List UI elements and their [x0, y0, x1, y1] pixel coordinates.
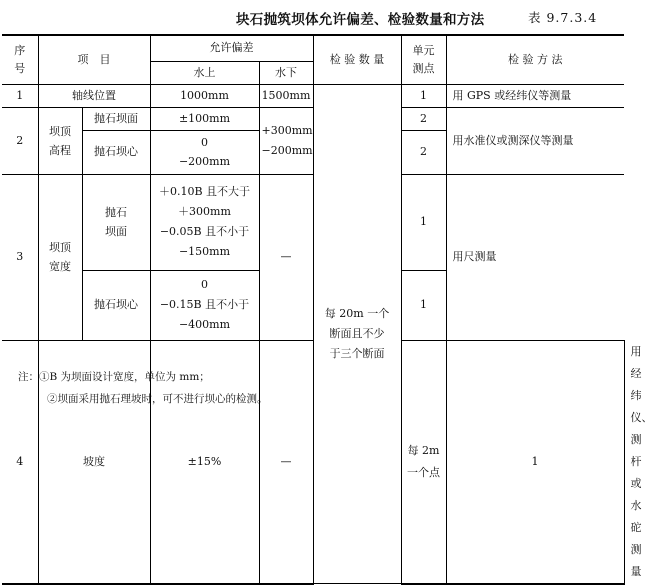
row2-group: 坝顶 高程 [38, 107, 82, 174]
row1-points: 1 [401, 84, 446, 107]
row4-seq: 4 [2, 340, 38, 584]
row3a-above: ＋0.10B 且不大于 ＋300mm −0.05B 且不小于 −150mm [150, 174, 259, 270]
table-number: 表 9.7.3.4 [528, 10, 598, 25]
check-count-merged: 每 20m 一个 断面且不少 于三个断面 [313, 84, 401, 584]
row4-item: 坡度 [38, 340, 150, 584]
note-1: 注：①B 为坝面设计宽度，单位为 mm； [18, 371, 210, 383]
row2a-item: 抛石坝面 [82, 107, 150, 130]
row1-under: 1500mm [259, 84, 313, 107]
header-above-water: 水上 [150, 61, 259, 84]
table-title: 块石抛筑坝体允许偏差、检验数量和方法 [236, 12, 485, 28]
header-check-count: 检 验 数 量 [313, 35, 401, 84]
row3-under: — [259, 174, 313, 340]
row3-group: 坝顶 宽度 [38, 174, 82, 340]
row3b-points: 1 [401, 270, 446, 340]
row2b-item: 抛石坝心 [82, 130, 150, 174]
row1-method: 用 GPS 或经纬仪等测量 [446, 84, 624, 107]
row2-under: +300mm −200mm [259, 107, 313, 174]
header-tolerance: 允许偏差 [150, 35, 313, 61]
header-seq: 序 号 [2, 35, 38, 84]
row4-above: ±15% [150, 340, 259, 584]
row3b-item: 抛石坝心 [82, 270, 150, 340]
row2b-above: 0 −200mm [150, 130, 259, 174]
row3-method: 用尺测量 [446, 174, 624, 340]
row3a-points: 1 [401, 174, 446, 270]
row4-under: — [259, 340, 313, 584]
header-under-water: 水下 [259, 61, 313, 84]
row1-above: 1000mm [150, 84, 259, 107]
row1-item: 轴线位置 [38, 84, 150, 107]
row2-seq: 2 [2, 107, 38, 174]
row1-seq: 1 [2, 84, 38, 107]
row2a-above: ±100mm [150, 107, 259, 130]
row4-count: 每 2m 一个点 [401, 340, 446, 584]
header-check-method: 检 验 方 法 [446, 35, 624, 84]
row3a-item: 抛石 坝面 [82, 174, 150, 270]
row2a-points: 2 [401, 107, 446, 130]
row2b-points: 2 [401, 130, 446, 174]
row3-seq: 3 [2, 174, 38, 340]
row3b-above: 0 −0.15B 且不小于 −400mm [150, 270, 259, 340]
header-unit-points: 单元 测点 [401, 35, 446, 84]
row2-method: 用水准仪或测深仪等测量 [446, 107, 624, 174]
header-item: 项 目 [38, 35, 150, 84]
tolerance-table: 序 号 项 目 允许偏差 检 验 数 量 单元 测点 检 验 方 法 水上 水下 1 轴线位置 1000mm 1500mm 每 20m 一个 断面且不少 于三个断面 1 用 GPS 或经纬仪等测量 2 坝顶 高程 抛石坝面 ±100mm +300mm −200mm 2 用水准仪或测深仪等测量 抛石坝心 0 −200mm 2 3 坝顶 宽度 抛石 坝面 ＋0.10B 且不大于 ＋300mm −0.05B 且不小于 −150mm — 1 用尺测量 抛石坝心 0 −0.15B 且不小于 −400mm 1 4 坡度 ±15% — 每 2m 一个点 1 用经纬仪、测杆或水砣测量 [2, 34, 624, 585]
note-2: ②坝面采用抛石理坡时，可不进行坝心的检测。 [47, 393, 268, 405]
row4-points: 1 [446, 340, 624, 584]
